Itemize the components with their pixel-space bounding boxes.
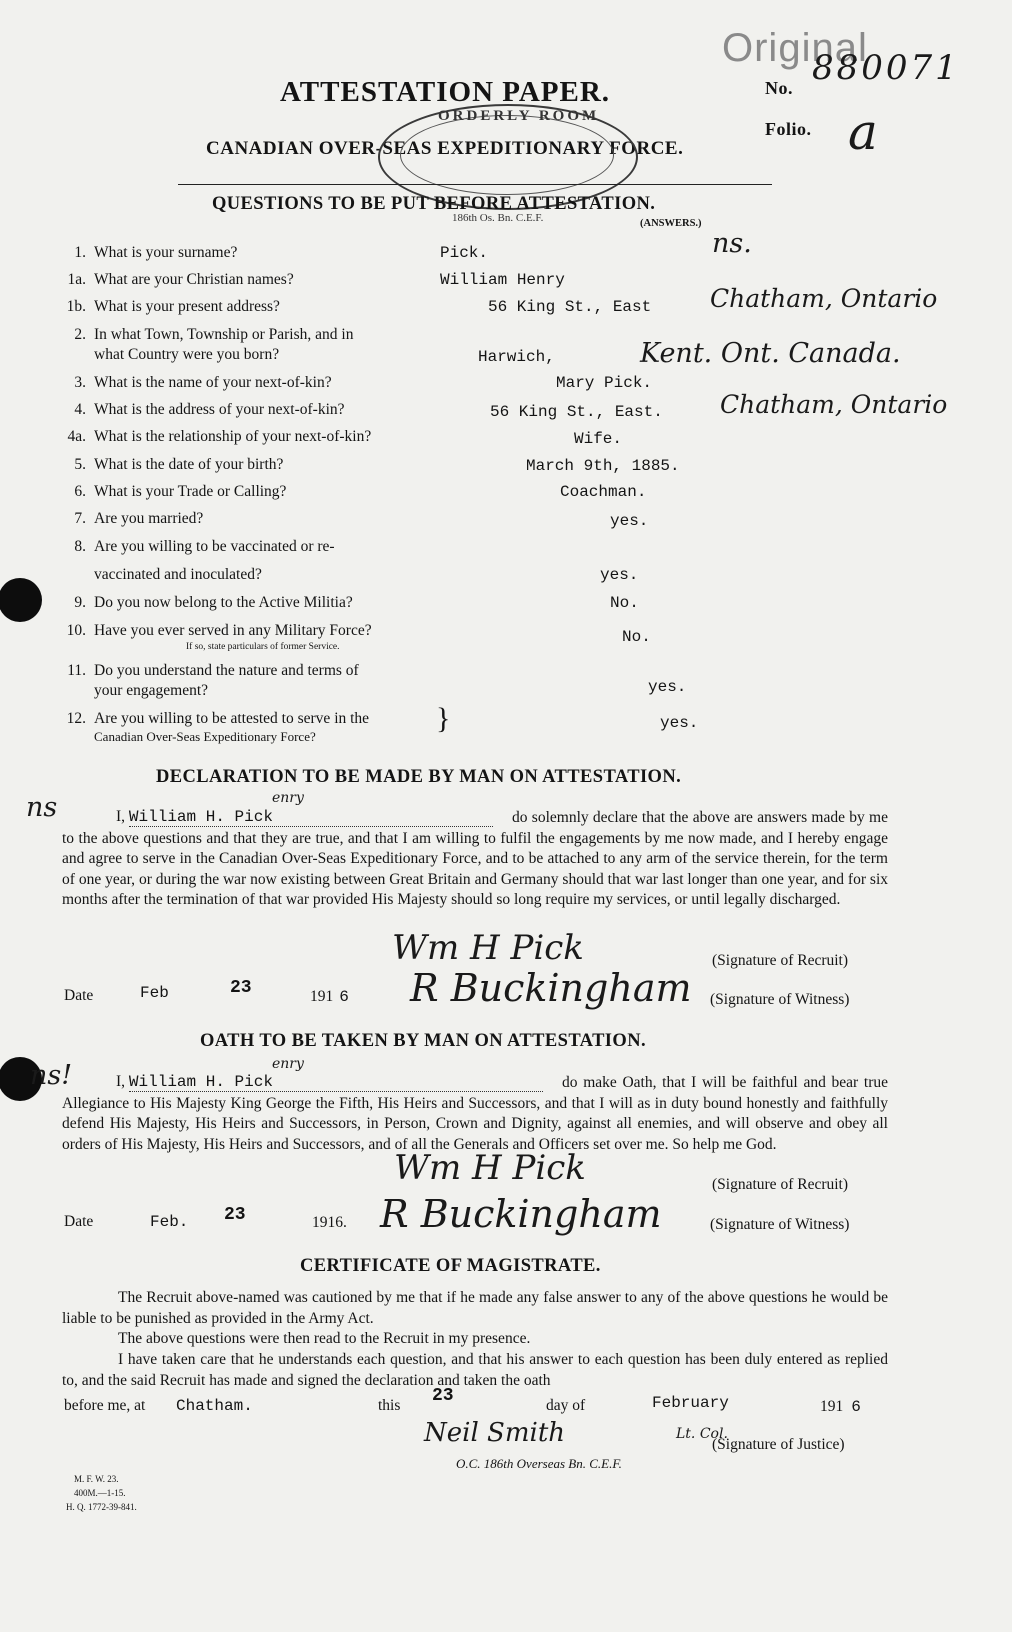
question-4: 4. What is the address of your next-of-kin? xyxy=(74,401,345,418)
certificate-title: CERTIFICATE OF MAGISTRATE. xyxy=(300,1256,601,1276)
answer-1: Pick. xyxy=(440,244,489,262)
certificate-paragraph-3: I have taken care that he understands each question, and that his answer to each question has been duly entered as replied to, and the said Recruit has made and signed the declaration and taken the oath xyxy=(62,1351,888,1389)
oath-date-day: 23 xyxy=(224,1205,246,1225)
answer-12: yes. xyxy=(660,714,699,732)
certificate-before-label: before me, at xyxy=(64,1397,146,1414)
answer-2: Harwich, xyxy=(478,348,555,366)
question-12: 12. Are you willing to be attested to serve in the xyxy=(66,710,370,727)
folio-label: Folio. xyxy=(765,119,812,139)
no-label: No. xyxy=(765,78,793,98)
question-12-brace: } xyxy=(436,702,451,735)
oath-witness-label: (Signature of Witness) xyxy=(710,1216,850,1233)
question-5: 5. What is the date of your birth? xyxy=(74,456,284,473)
punch-hole xyxy=(0,578,42,622)
document-subtitle: CANADIAN OVER-SEAS EXPEDITIONARY FORCE. xyxy=(206,138,684,159)
certificate-paragraph-1: The Recruit above-named was cautioned by me that if he made any false answer to any of the above questions he would be liable to be punished as provided in the Army Act. xyxy=(62,1289,888,1327)
question-9: 9. Do you now belong to the Active Militia? xyxy=(74,594,353,611)
justice-label: (Signature of Justice) xyxy=(712,1436,845,1453)
orderly-room-stamp-inner xyxy=(400,115,614,195)
declaration-year: 191 6 xyxy=(310,988,349,1006)
answer-10: No. xyxy=(622,628,651,646)
answer-1b-handwritten: Chatham, Ontario xyxy=(710,284,938,313)
answer-3: Mary Pick. xyxy=(556,374,653,392)
oath-initials: ns! xyxy=(30,1060,73,1091)
answer-11: yes. xyxy=(648,678,687,696)
regimental-number: 880071 xyxy=(812,48,960,88)
certificate-day: 23 xyxy=(432,1386,454,1406)
answer-4-handwritten: Chatham, Ontario xyxy=(720,390,948,419)
answer-9: No. xyxy=(610,594,639,612)
oath-date-label: Date xyxy=(64,1213,94,1230)
question-3: 3. What is the name of your next-of-kin? xyxy=(74,374,332,391)
question-6: 6. What is your Trade or Calling? xyxy=(74,483,287,500)
answer-2-handwritten: Kent. Ont. Canada. xyxy=(640,338,901,369)
declaration-date-label: Date xyxy=(64,987,94,1004)
question-11: 11. Do you understand the nature and terms of xyxy=(67,662,359,679)
oath-name: William H. Pick xyxy=(129,1073,543,1092)
declaration-name: William H. Pick xyxy=(129,808,493,827)
certificate-month: February xyxy=(652,1394,729,1412)
folio-value: a xyxy=(848,103,878,161)
hq-reference: H. Q. 1772-39-841. xyxy=(66,1502,137,1512)
question-2-line2: what Country were you born? xyxy=(94,346,280,363)
justice-signature: Neil Smith xyxy=(424,1418,566,1448)
answer-8: yes. xyxy=(600,566,639,584)
stamp-text: ORDERLY ROOM xyxy=(438,108,600,124)
declaration-initials: ns xyxy=(26,792,58,823)
answers-label: (ANSWERS.) xyxy=(640,218,702,229)
question-1: 1. What is your surname? xyxy=(74,244,238,261)
question-10-note: If so, state particulars of former Service. xyxy=(186,642,340,652)
question-1a: 1a. What are your Christian names? xyxy=(67,271,294,288)
certificate-place: Chatham. xyxy=(176,1397,253,1415)
question-10: 10. Have you ever served in any Military Force? xyxy=(66,622,372,639)
question-7: 7. Are you married? xyxy=(74,510,204,527)
document-title: ATTESTATION PAPER. xyxy=(280,76,611,108)
oath-name-line: I, William H. Pick xyxy=(116,1073,543,1092)
oath-recruit-label: (Signature of Recruit) xyxy=(712,1176,849,1193)
question-2: 2. In what Town, Township or Parish, and in xyxy=(74,326,354,343)
oath-title: OATH TO BE TAKEN BY MAN ON ATTESTATION. xyxy=(200,1031,646,1051)
declaration-witness-signature: R Buckingham xyxy=(410,966,692,1010)
answer-7: yes. xyxy=(610,512,649,530)
answer-4: 56 King St., East. xyxy=(490,403,663,421)
question-4a: 4a. What is the relationship of your next-of-kin? xyxy=(67,428,372,445)
print-run: 400M.—1-15. xyxy=(74,1488,126,1498)
form-code: M. F. W. 23. xyxy=(74,1474,119,1484)
oath-recruit-signature: Wm H Pick xyxy=(394,1148,586,1188)
declaration-date-day: 23 xyxy=(230,978,252,998)
declaration-title: DECLARATION TO BE MADE BY MAN ON ATTESTATION. xyxy=(156,767,682,787)
questions-title: QUESTIONS TO BE PUT BEFORE ATTESTATION. xyxy=(212,194,656,214)
answer-6: Coachman. xyxy=(560,483,647,501)
declaration-recruit-signature: Wm H Pick xyxy=(392,928,584,968)
declaration-date-month: Feb xyxy=(140,984,169,1002)
declaration-witness-label: (Signature of Witness) xyxy=(710,991,850,1008)
oath-witness-signature: R Buckingham xyxy=(380,1192,662,1236)
question-8-line2: vaccinated and inoculated? xyxy=(94,566,262,583)
answer-5: March 9th, 1885. xyxy=(526,457,680,475)
stamp-bottom-text: 186th Os. Bn. C.E.F. xyxy=(452,212,544,224)
question-11-line2: your engagement? xyxy=(94,682,209,699)
question-8: 8. Are you willing to be vaccinated or re- xyxy=(74,538,335,555)
justice-rank: Lt. Col. xyxy=(676,1426,728,1442)
oath-text: do make Oath, that I will be faithful and bear true Allegiance to His Majesty King George the Fifth, His Heirs and Successors, and that I will as in duty bound honestly and faithfully defend His Majesty, His Heirs and Successors, in Person, Crown and Dignity, against all enemies, and will observe and obey all orders of His Majesty, His Heirs and Successors, and of all the Generals and Officers set over me. So help me God. xyxy=(62,1074,888,1153)
oath-name-insert: enry xyxy=(272,1056,304,1072)
answer-1-initials: ns. xyxy=(712,228,752,259)
answer-1b: 56 King St., East xyxy=(488,298,652,316)
answer-1a: William Henry xyxy=(440,271,565,289)
header-rule xyxy=(178,184,772,185)
certificate-day-of-label: day of xyxy=(546,1397,586,1414)
certificate-paragraph-2: The above questions were then read to the Recruit in my presence. xyxy=(118,1330,531,1347)
justice-unit: O.C. 186th Overseas Bn. C.E.F. xyxy=(456,1456,622,1471)
oath-date-month: Feb. xyxy=(150,1213,189,1231)
original-stamp: Original xyxy=(722,26,868,70)
declaration-text: do solemnly declare that the above are answers made by me to the above questions and that they are true, and that I am willing to fulfil the engagements by me now made, and I hereby engage and agree to serve in the Canadian Over-Seas Expeditionary Force, and to be attached to any arm of the service therein, for the term of one year, or during the war now existing between Great Britain and Germany should that war last longer than one year, and for six months after the termination of that war provided His Majesty should so long require my services, or until legally discharged. xyxy=(62,809,888,909)
question-1b: 1b. What is your present address? xyxy=(66,298,280,315)
question-12-line2: Canadian Over-Seas Expeditionary Force? xyxy=(94,729,316,744)
declaration-name-line: I, William H. Pick xyxy=(116,808,493,827)
declaration-name-insert: enry xyxy=(272,790,304,806)
oath-year: 1916. xyxy=(312,1214,347,1231)
certificate-this-label: this xyxy=(378,1397,401,1414)
declaration-recruit-label: (Signature of Recruit) xyxy=(712,952,849,969)
certificate-year: 191 6 xyxy=(820,1398,861,1416)
answer-4a: Wife. xyxy=(574,430,623,448)
